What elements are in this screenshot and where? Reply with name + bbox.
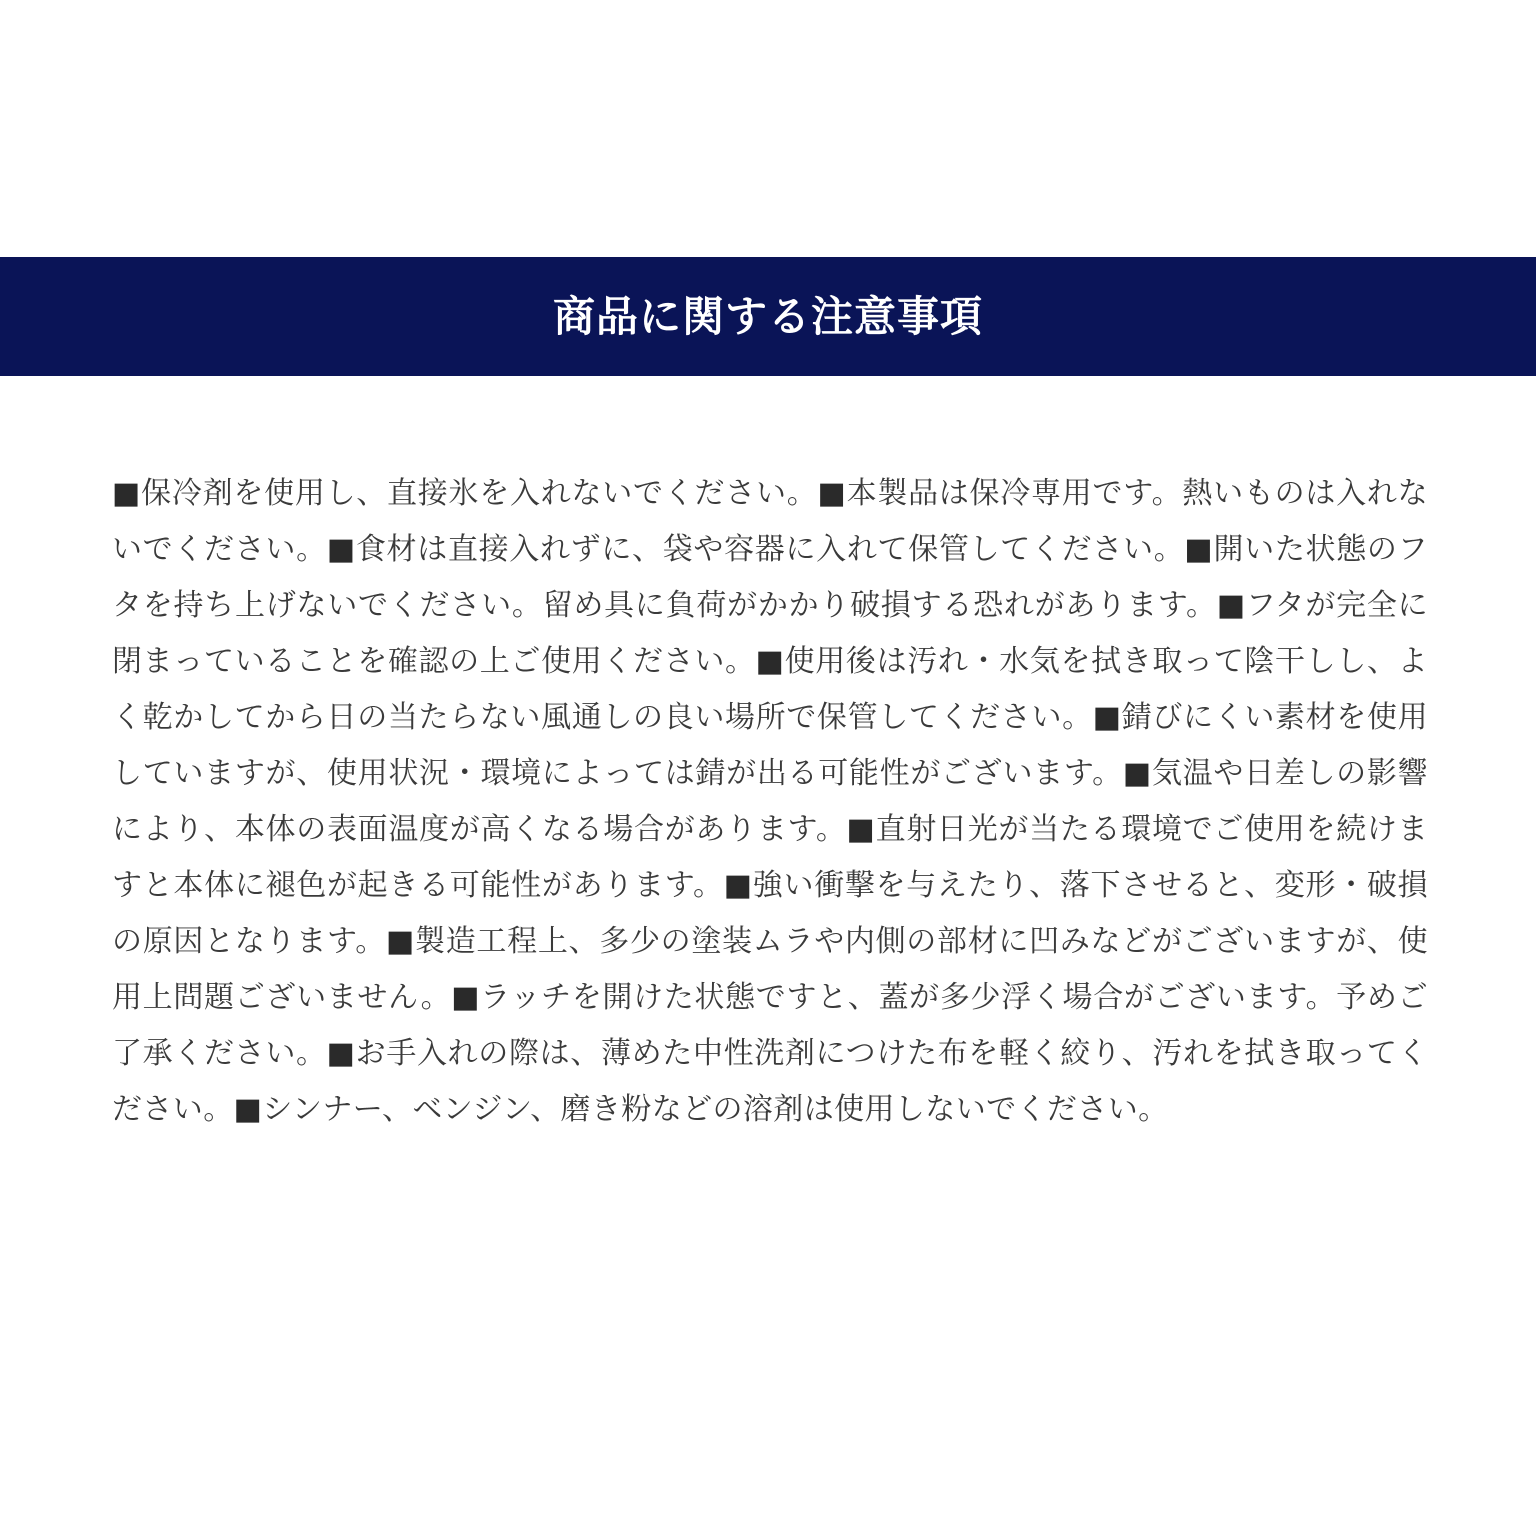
note-text: 直射日光が当たる環境でご使用を続けますと本体に褪色が起きる可能性があります。 bbox=[112, 812, 1429, 903]
bullet-square-icon: ■ bbox=[846, 812, 876, 847]
note-item bbox=[327, 532, 1185, 567]
note-text: 使用後は汚れ・水気を拭き取って陰干しし、よく乾かしてから日の当たらない風通しの良い場所で保管してください。 bbox=[112, 644, 1428, 735]
bullet-square-icon: ■ bbox=[1092, 700, 1122, 735]
bullet-square-icon: ■ bbox=[233, 1092, 263, 1127]
bullet-square-icon: ■ bbox=[1122, 756, 1152, 791]
note-text: お手入れの際は、薄めた中性洗剤につけた布を軽く絞り、汚れを拭き取ってください。 bbox=[112, 1036, 1428, 1127]
note-text: シンナー、ベンジン、磨き粉などの溶剤は使用しないでください。 bbox=[262, 1092, 1169, 1127]
bullet-square-icon: ■ bbox=[817, 476, 847, 511]
bullet-square-icon: ■ bbox=[1216, 588, 1246, 623]
note-text: 錆びにくい素材を使用していますが、使用状況・環境によっては錆が出る可能性がございます。 bbox=[112, 700, 1429, 791]
note-item bbox=[112, 476, 817, 511]
note-text: 本製品は保冷専用です。熱いものは入れないでください。 bbox=[112, 476, 1428, 567]
page-title: 商品に関する注意事項 bbox=[552, 291, 983, 341]
bullet-square-icon: ■ bbox=[112, 476, 142, 511]
note-text: 食材は直接入れずに、袋や容器に入れて保管してください。 bbox=[355, 532, 1185, 567]
note-text: 気温や日差しの影響により、本体の表面温度が高くなる場合があります。 bbox=[112, 756, 1428, 847]
note-text: 強い衝撃を与えたり、落下させると、変形・破損の原因となります。 bbox=[112, 868, 1428, 959]
note-text: ラッチを開けた状態ですと、蓋が多少浮く場合がございます。予めご了承ください。 bbox=[112, 980, 1428, 1071]
bullet-square-icon: ■ bbox=[385, 924, 416, 959]
bullet-square-icon: ■ bbox=[326, 532, 356, 567]
note-text: 製造工程上、多少の塗装ムラや内側の部材に凹みなどがございますが、使用上問題ございません。 bbox=[112, 924, 1429, 1015]
bullet-square-icon: ■ bbox=[451, 980, 481, 1015]
caution-notes bbox=[112, 466, 1428, 1138]
note-item bbox=[234, 1092, 1169, 1127]
note-text: 開いた状態のフタを持ち上げないでください。留め具に負荷がかかり破損する恐れがあります。 bbox=[112, 532, 1428, 623]
bullet-square-icon: ■ bbox=[1184, 532, 1214, 567]
bullet-square-icon: ■ bbox=[326, 1036, 356, 1071]
note-text: 保冷剤を使用し、直接氷を入れないでください。 bbox=[141, 476, 818, 511]
note-text: フタが完全に閉まっていることを確認の上ご使用ください。 bbox=[112, 588, 1429, 679]
bullet-square-icon: ■ bbox=[723, 868, 753, 903]
header-banner bbox=[0, 257, 1536, 376]
bullet-square-icon: ■ bbox=[755, 644, 785, 679]
